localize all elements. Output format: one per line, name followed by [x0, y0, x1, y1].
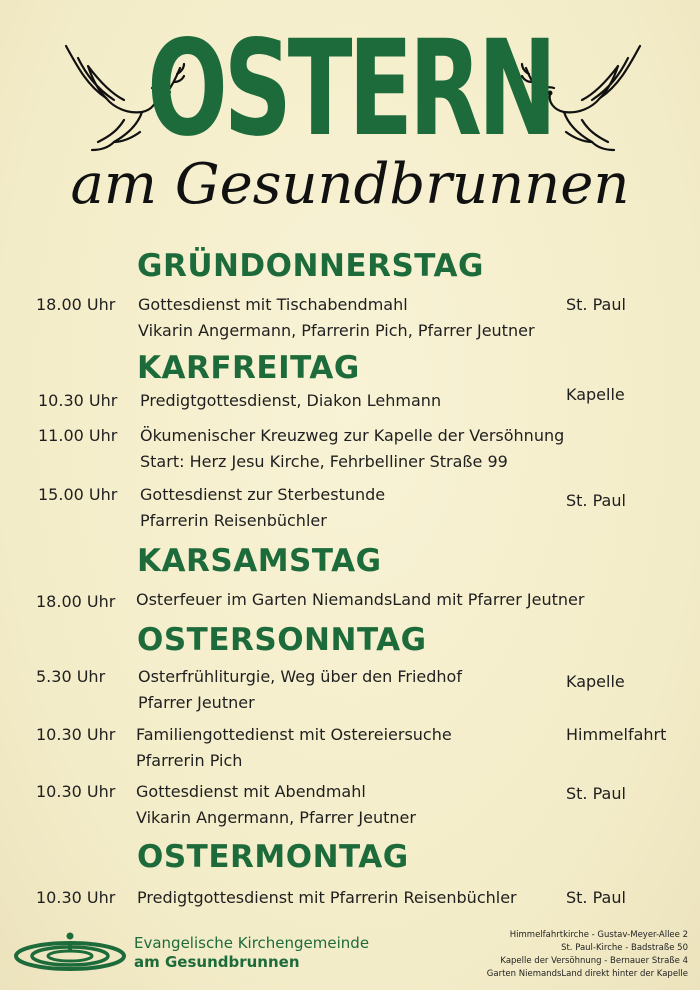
day-heading-monday: OSTERMONTAG: [137, 839, 409, 875]
day-heading-friday: KARFREITAG: [137, 350, 360, 386]
event-place: Kapelle: [566, 385, 625, 404]
day-heading-thursday: GRÜNDONNERSTAG: [137, 248, 484, 284]
event-description: Gottesdienst mit Tischabendmahl Vikarin Angermann, Pfarrerin Pich, Pfarrer Jeutner: [138, 295, 535, 340]
event-time: 10.30 Uhr: [38, 391, 118, 410]
event-description: Osterfrühliturgie, Weg über den Friedhof Pfarrer Jeutner: [138, 667, 462, 712]
event-description: Predigtgottesdienst, Diakon Lehmann: [140, 391, 442, 410]
event-description: Ökumenischer Kreuzweg zur Kapelle der Versöhnung Start: Herz Jesu Kirche, Fehrbelliner Straße 99: [140, 426, 565, 471]
event-time: 10.30 Uhr: [36, 888, 116, 907]
event-time: 18.00 Uhr: [36, 592, 116, 611]
page-subtitle: am Gesundbrunnen: [70, 152, 630, 217]
event-time: 10.30 Uhr: [36, 782, 116, 801]
event-time: 5.30 Uhr: [36, 667, 106, 686]
event-time: 18.00 Uhr: [36, 295, 116, 314]
water-ripple-logo-icon: [12, 930, 130, 974]
event-description: Familiengottedienst mit Ostereiersuche Pfarrerin Pich: [136, 725, 452, 770]
organization-name: Evangelische Kirchengemeinde am Gesundbrunnen: [134, 934, 370, 971]
event-time: 11.00 Uhr: [38, 426, 118, 445]
church-addresses: Himmelfahrtkirche - Gustav-Meyer-Allee 2 St. Paul-Kirche - Badstraße 50 Kapelle der Versöhnung - Bernauer Straße 4 Garten NiemandsLand direkt hinter der Kapelle: [486, 930, 688, 979]
event-place: St. Paul: [566, 295, 626, 314]
event-place: St. Paul: [566, 784, 626, 803]
event-description: Osterfeuer im Garten NiemandsLand mit Pfarrer Jeutner: [136, 590, 585, 609]
event-description: Gottesdienst mit Abendmahl Vikarin Angermann, Pfarrer Jeutner: [136, 782, 416, 827]
page-title: OSTERN: [147, 12, 553, 166]
event-time: 15.00 Uhr: [38, 485, 118, 504]
event-time: 10.30 Uhr: [36, 725, 116, 744]
event-description: Predigtgottesdienst mit Pfarrerin Reisenbüchler: [137, 888, 517, 907]
event-place: Himmelfahrt: [566, 725, 667, 744]
event-place: St. Paul: [566, 491, 626, 510]
day-heading-sunday: OSTERSONNTAG: [137, 622, 427, 658]
day-heading-saturday: KARSAMSTAG: [137, 543, 382, 579]
event-place: Kapelle: [566, 672, 625, 691]
event-place: St. Paul: [566, 888, 626, 907]
event-description: Gottesdienst zur Sterbestunde Pfarrerin Reisenbüchler: [140, 485, 386, 530]
